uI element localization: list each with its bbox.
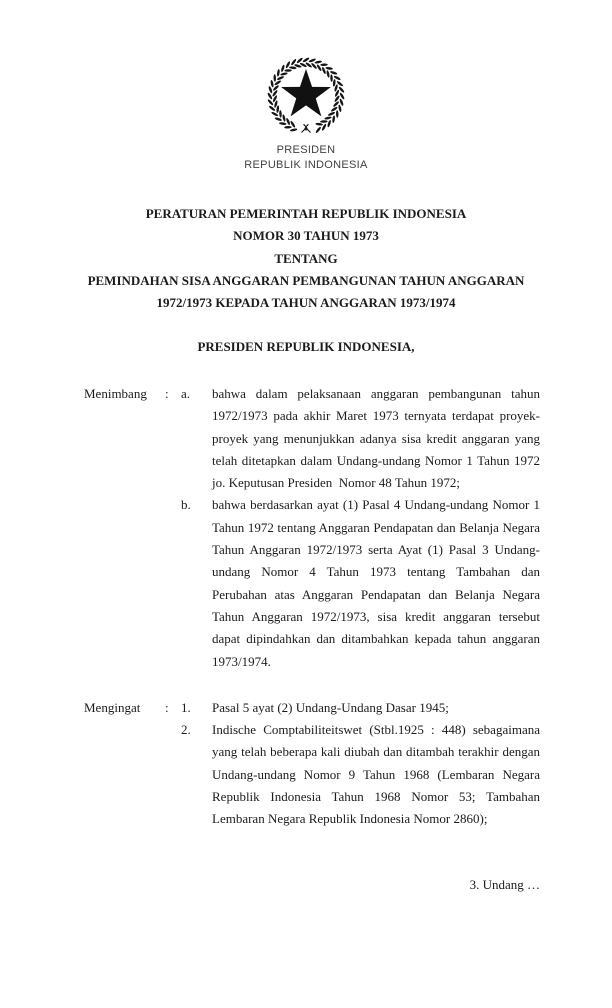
- list-item: [181, 383, 540, 494]
- section-label: Menimbang: [84, 386, 147, 401]
- text-line: jo. Keputusan Presiden Nomor 48 Tahun 1972;: [212, 475, 460, 491]
- text-line: dapat dipindahkan dan ditambahkan kepada tahun anggaran: [212, 631, 540, 647]
- text-line: 1973/1974.: [212, 653, 271, 669]
- text-line: Republik Indonesia Tahun 1968 Nomor 53; Tambahan: [212, 789, 540, 805]
- list-item: [181, 697, 540, 719]
- text-line: yang telah beberapa kali diubah dan ditambah terakhir dengan: [212, 744, 540, 760]
- text-line: Tahun 1972 tentang Anggaran Pendapatan dan Belanja Negara: [212, 519, 540, 535]
- letterhead: [0, 143, 612, 172]
- list-item: [181, 494, 540, 672]
- section-label: Mengingat: [84, 699, 141, 715]
- letterhead-agency: PRESIDEN: [276, 144, 336, 156]
- text-line: bahwa berdasarkan ayat (1) Pasal 4 Undang-undang Nomor 1: [212, 497, 540, 513]
- text-line: 1972/1973 pada akhir Maret 1973 ternyata terdapat proyek-: [212, 408, 540, 424]
- item-marker: 1.: [181, 699, 191, 715]
- item-lines: [212, 383, 540, 494]
- text-line: Indische Comptabiliteitswet (Stbl.1925 : 448) sebagaimana: [212, 722, 540, 738]
- preamble-heading: PRESIDEN REPUBLIK INDONESIA,: [197, 339, 415, 354]
- item-marker: a.: [181, 386, 191, 401]
- title-line-tentang: TENTANG: [274, 250, 338, 266]
- text-line: Tahun Anggaran 1972/1973 serta Ayat (1) Pasal 3 Undang-: [212, 542, 540, 558]
- letterhead-country: REPUBLIK INDONESIA: [244, 158, 368, 171]
- text-line: bahwa dalam pelaksanaan anggaran pembangunan tahun: [212, 386, 540, 401]
- text-line: Undang-undang Nomor 9 Tahun 1968 (Lembaran Negara: [212, 766, 540, 782]
- list-item: [181, 719, 540, 830]
- wreath-knot-icon: [304, 126, 307, 131]
- item-lines: [212, 697, 540, 719]
- text-line: Pasal 5 ayat (2) Undang-Undang Dasar 1945;: [212, 699, 449, 715]
- text-line: Perubahan atas Anggaran Pendapatan dan Belanja Negara: [212, 586, 540, 602]
- item-lines: [212, 719, 540, 830]
- title-line-type: PERATURAN PEMERINTAH REPUBLIK INDONESIA: [145, 206, 467, 221]
- item-marker: b.: [181, 497, 191, 513]
- text-line: telah ditetapkan dalam Undang-undang Nomor 1 Tahun 1972: [212, 452, 540, 468]
- section-items: [181, 383, 540, 673]
- catchword: 3. Undang …: [469, 877, 540, 892]
- section-menimbang: [84, 383, 540, 673]
- preamble-sections: [84, 383, 540, 831]
- regulation-title: [0, 203, 612, 314]
- item-lines: [212, 494, 540, 672]
- text-line: undang Nomor 4 Tahun 1973 tentang Tambahan dan: [212, 564, 540, 580]
- title-line-subject-2: 1972/1973 KEPADA TAHUN ANGGARAN 1973/1974: [156, 295, 456, 311]
- section-colon: :: [165, 699, 169, 715]
- title-line-subject-1: PEMINDAHAN SISA ANGGARAN PEMBANGUNAN TAHUN ANGGARAN: [87, 272, 525, 288]
- title-line-number: NOMOR 30 TAHUN 1973: [233, 228, 379, 244]
- item-marker: 2.: [181, 722, 191, 738]
- text-line: Tahun Anggaran 1972/1973, sisa kredit anggaran tersebut: [212, 608, 540, 624]
- section-items: [181, 697, 540, 831]
- text-line: proyek yang menunjukkan adanya sisa kredit anggaran yang: [212, 430, 540, 446]
- section-mengingat: [84, 697, 540, 831]
- star-icon: [281, 69, 331, 116]
- star-wreath-emblem-icon: [265, 54, 347, 138]
- section-colon: :: [165, 386, 169, 401]
- presidential-seal: [265, 54, 347, 138]
- text-line: Lembaran Negara Republik Indonesia Nomor 2860);: [212, 811, 488, 827]
